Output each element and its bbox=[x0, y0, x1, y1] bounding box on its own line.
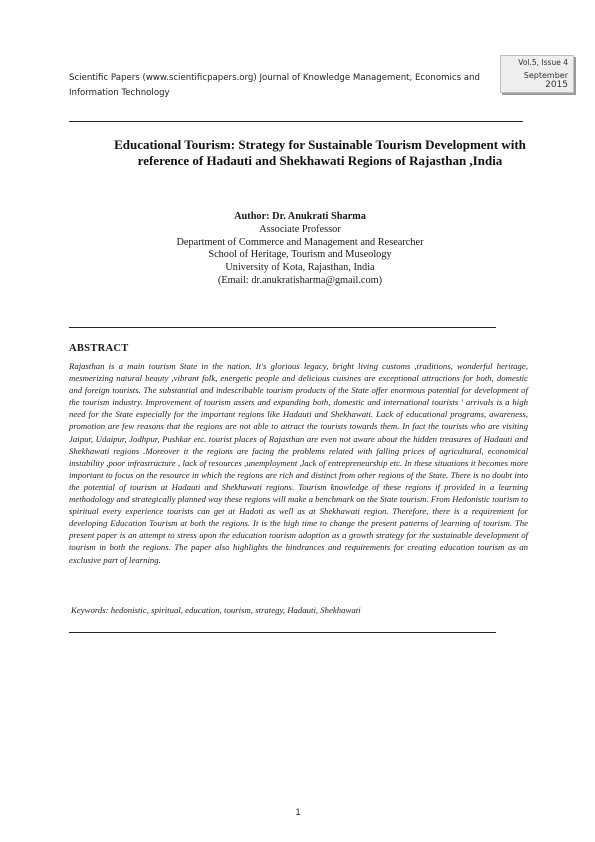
paper-title: Educational Tourism: Strategy for Sustainable Tourism Development with reference of Hadauti and Shekhawati Regions of Rajasthan ,India bbox=[114, 137, 526, 168]
author-block bbox=[150, 211, 450, 288]
journal-header: Scientific Papers (www.scientificpapers.org) Journal of Knowledge Management, Economics and Information Technology bbox=[69, 73, 480, 98]
issue-volume: Vol.5, Issue 4 bbox=[518, 58, 568, 67]
author-position: Associate Professor bbox=[259, 223, 341, 235]
header-rule bbox=[69, 121, 523, 122]
issue-year: 2015 bbox=[545, 80, 568, 90]
author-rule bbox=[69, 327, 496, 328]
issue-month: September bbox=[523, 71, 568, 80]
abstract-heading: ABSTRACT bbox=[69, 343, 129, 354]
abstract-body: Rajasthan is a main tourism State in the nation. It's glorious legacy, bright living customs ,traditions, wonderful heritage, mesmerizing natural beauty ,vibrant folk, energetic people and delicious cuisines are exceptional attractions for both, domestic and foreign tourists. The substantial and indescribable tourism products of the State offer enormous potential for development of the tourism industry. Improvement of tourism assets and expanding both, domestic and international tourists ' arrivals is a high need for the State especially for the important regions like Hadauti and Shekhawati. Lack of educational programs, awareness, promotion are few reasons that the regions are not able to attract the tourists towards them. In fact the tourists who are visiting Jaipur, Udaipur, Jodhpur, Pushkar etc. tourist places of Rajasthan are even not aware about the hidden treasures of Hadauti and Shekhawati regions .Moreover it the regions are facing the problems related with falling prices of agricultural, economical instability ,poor infrastructure , lack of resources ,unemployment ,lack of entrepreneurship etc. In these situations it becomes more important to focus on the resource in which the regions are rich and distinct from other regions of the State. There is no doubt into the potential of tourism at Hadauti and Shekhawati regions. Tourism knowledge of these regions if provided in a learning methodology and strategically planned way these regions will make a benchmark on the State tourism. From Hedonistic tourism to spiritual every experience tourists can get at Hadoti as well as at Shekhawati region. Therefore, there is a requirement for developing Education Tourism at both the regions. It is the high time to change the present patterns of learning of tourism. The present paper is an attempt to stress upon the education tourism adoption as a growth strategy for the sustainable development of tourism in both the regions. The paper also highlights the hindrances and requirements for creating education tourism as an exclusive part of learning. bbox=[69, 361, 528, 565]
keywords: Keywords: hedonistic, spiritual, education, tourism, strategy, Hadauti, Shekhawati bbox=[71, 605, 361, 615]
author-department: Department of Commerce and Management and Researcher bbox=[176, 236, 424, 248]
author-university: University of Kota, Rajasthan, India bbox=[225, 262, 375, 274]
issue-date bbox=[504, 71, 568, 90]
page-number: 1 bbox=[295, 807, 301, 817]
author-name: Author: Dr. Anukrati Sharma bbox=[234, 211, 366, 222]
abstract-rule bbox=[69, 632, 496, 633]
author-email: (Email: dr.anukratisharma@gmail.com) bbox=[217, 274, 383, 286]
author-school: School of Heritage, Tourism and Museology bbox=[208, 249, 392, 261]
